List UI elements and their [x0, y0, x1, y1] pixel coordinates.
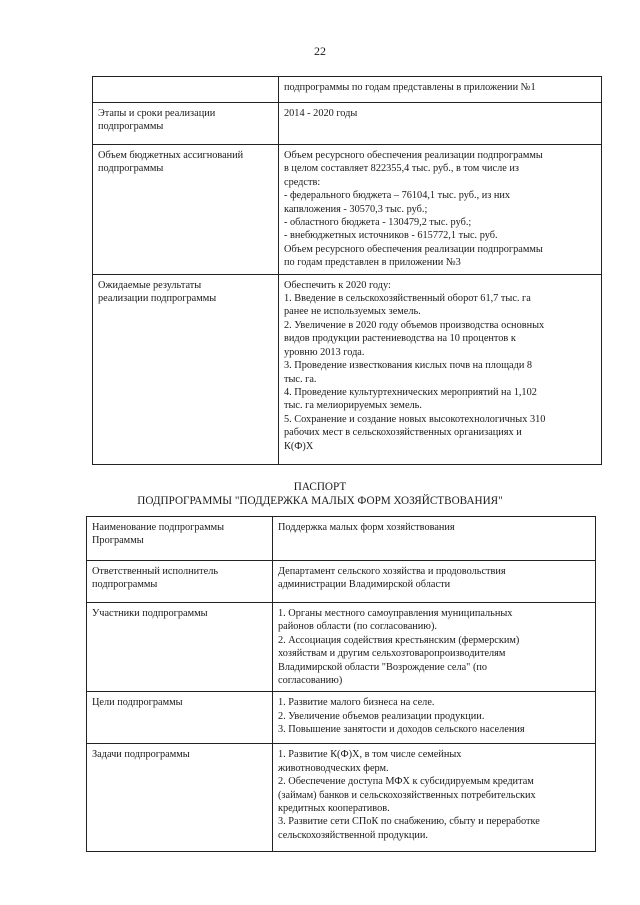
- table-row: [87, 744, 596, 852]
- row-value-cell: [273, 603, 596, 692]
- row-label-cell: [87, 692, 273, 744]
- cell-text-line: районов области (по согласованию).: [278, 621, 437, 633]
- cell-text-line: Цели подпрограммы: [92, 697, 183, 709]
- cell-text-line: - внебюджетных источников - 615772,1 тыс. руб.: [284, 230, 498, 242]
- row-label-cell: [87, 561, 273, 603]
- cell-text-line: 1. Органы местного самоуправления муниципальных: [278, 608, 513, 619]
- row-label-cell: [93, 103, 279, 145]
- row-label-cell: [93, 274, 279, 464]
- cell-text-line: К(Ф)Х: [284, 440, 314, 452]
- row-value-cell: [279, 103, 602, 145]
- row-label-cell: [87, 744, 273, 852]
- cell-text-line: Задачи подпрограммы: [92, 749, 190, 761]
- row-value-cell: [273, 561, 596, 603]
- cell-text-line: подпрограммы по годам представлены в приложении №1: [284, 82, 536, 93]
- passport-heading-subtitle: ПОДПРОГРАММЫ "ПОДДЕРЖКА МАЛЫХ ФОРМ ХОЗЯЙСТВОВАНИЯ": [137, 495, 503, 507]
- cell-text-line: 3. Проведение известкования кислых почв на площади 8: [284, 360, 533, 372]
- cell-text-line: по годам представлен в приложении №3: [284, 257, 461, 269]
- table-row: [93, 145, 602, 275]
- cell-text-line: Обеспечить к 2020 году:: [284, 279, 391, 291]
- cell-text-line: видов продукции растениеводства на 10 процентов к: [284, 333, 516, 345]
- cell-text-line: подпрограммы: [98, 121, 164, 133]
- row-value-cell: [273, 744, 596, 852]
- row-value-cell: [273, 692, 596, 744]
- cell-text-line: 5. Сохранение и создание новых высокотехнологичных 310: [284, 413, 546, 425]
- cell-text-line: реализации подпрограммы: [98, 293, 217, 305]
- table-row: [93, 274, 602, 464]
- row-label-cell: [93, 145, 279, 275]
- cell-text-line: Этапы и сроки реализации: [98, 108, 216, 119]
- cell-text-line: 2. Обеспечение доступа МФХ к субсидируемым кредитам: [278, 776, 534, 788]
- row-label-cell: [87, 603, 273, 692]
- cell-text-line: тыс. га мелиорируемых земель.: [284, 400, 422, 412]
- table-row: [93, 103, 602, 145]
- cell-text-line: 2014 - 2020 годы: [284, 108, 358, 119]
- row-value-cell: [279, 274, 602, 464]
- cell-text-line: капвложения - 30570,3 тыс. руб.;: [284, 203, 428, 215]
- cell-text-line: 2. Увеличение в 2020 году объемов производства основных: [284, 319, 545, 331]
- cell-text-line: Объем бюджетных ассигнований: [98, 150, 244, 161]
- cell-text-line: хозяйствам и другим сельхозтоваропроизводителям: [278, 648, 506, 660]
- cell-text-line: - федерального бюджета – 76104,1 тыс. руб., из них: [284, 190, 511, 202]
- row-value-cell: [279, 145, 602, 275]
- cell-text-line: 4. Проведение культуртехнических мероприятий на 1,102: [284, 386, 537, 398]
- table-row: [87, 517, 596, 561]
- cell-text-line: рабочих мест в сельскохозяйственных организациях и: [284, 427, 522, 439]
- cell-text-line: Департамент сельского хозяйства и продовольствия: [278, 566, 506, 577]
- cell-text-line: администрации Владимирской области: [278, 579, 451, 591]
- cell-text-line: (займам) банков и сельскохозяйственных потребительских: [278, 789, 536, 801]
- table-row: [93, 77, 602, 103]
- cell-text-line: тыс. га.: [284, 373, 317, 385]
- cell-text-line: подпрограммы: [98, 163, 164, 175]
- cell-text-line: средств:: [284, 176, 321, 188]
- row-value-cell: [273, 517, 596, 561]
- cell-text-line: Участники подпрограммы: [92, 608, 208, 619]
- row-value-cell: [279, 77, 602, 103]
- cell-text-line: 1. Введение в сельскохозяйственный оборот 61,7 тыс. га: [284, 293, 531, 305]
- subprogram-table-continued: [92, 76, 602, 465]
- table-row: [87, 561, 596, 603]
- cell-text-line: ранее не используемых земель.: [284, 306, 421, 318]
- table-row: [87, 603, 596, 692]
- cell-text-line: Поддержка малых форм хозяйствования: [278, 522, 455, 533]
- cell-text-line: Наименование подпрограммы: [92, 522, 225, 533]
- row-label-cell: [93, 77, 279, 103]
- passport-table: [86, 516, 596, 852]
- cell-text-line: в целом составляет 822355,4 тыс. руб., в том числе из: [284, 163, 519, 175]
- cell-text-line: Владимирской области "Возрождение села" (по: [278, 661, 488, 673]
- cell-text-line: уровню 2013 года.: [284, 346, 365, 358]
- cell-text-line: Программы: [92, 535, 144, 547]
- cell-text-line: 3. Развитие сети СПоК по снабжению, сбыту и переработке: [278, 816, 540, 828]
- cell-text-line: Объем ресурсного обеспечения реализации подпрограммы: [284, 243, 543, 255]
- cell-text-line: сельскохозяйственной продукции.: [278, 829, 428, 841]
- cell-text-line: 2. Ассоциация содействия крестьянским (фермерским): [278, 634, 520, 646]
- row-label-cell: [87, 517, 273, 561]
- cell-text-line: Ответственный исполнитель: [92, 566, 219, 577]
- cell-text-line: 2. Увеличение объемов реализации продукции.: [278, 710, 485, 722]
- cell-text-line: кредитных кооперативов.: [278, 803, 390, 815]
- cell-text-line: Объем ресурсного обеспечения реализации подпрограммы: [284, 150, 543, 161]
- cell-text-line: 1. Развитие К(Ф)Х, в том числе семейных: [278, 749, 462, 761]
- cell-text-line: подпрограммы: [92, 579, 158, 591]
- cell-text-line: согласованию): [278, 675, 343, 687]
- cell-text-line: животноводческих ферм.: [278, 762, 389, 774]
- cell-text-line: - областного бюджета - 130479,2 тыс. руб.;: [284, 217, 472, 229]
- page-number: 22: [314, 44, 326, 58]
- cell-text-line: 3. Повышение занятости и доходов сельского населения: [278, 724, 525, 736]
- cell-text-line: Ожидаемые результаты: [98, 279, 202, 291]
- table-row: [87, 692, 596, 744]
- cell-text-line: 1. Развитие малого бизнеса на селе.: [278, 697, 435, 709]
- passport-heading-title: ПАСПОРТ: [293, 481, 347, 493]
